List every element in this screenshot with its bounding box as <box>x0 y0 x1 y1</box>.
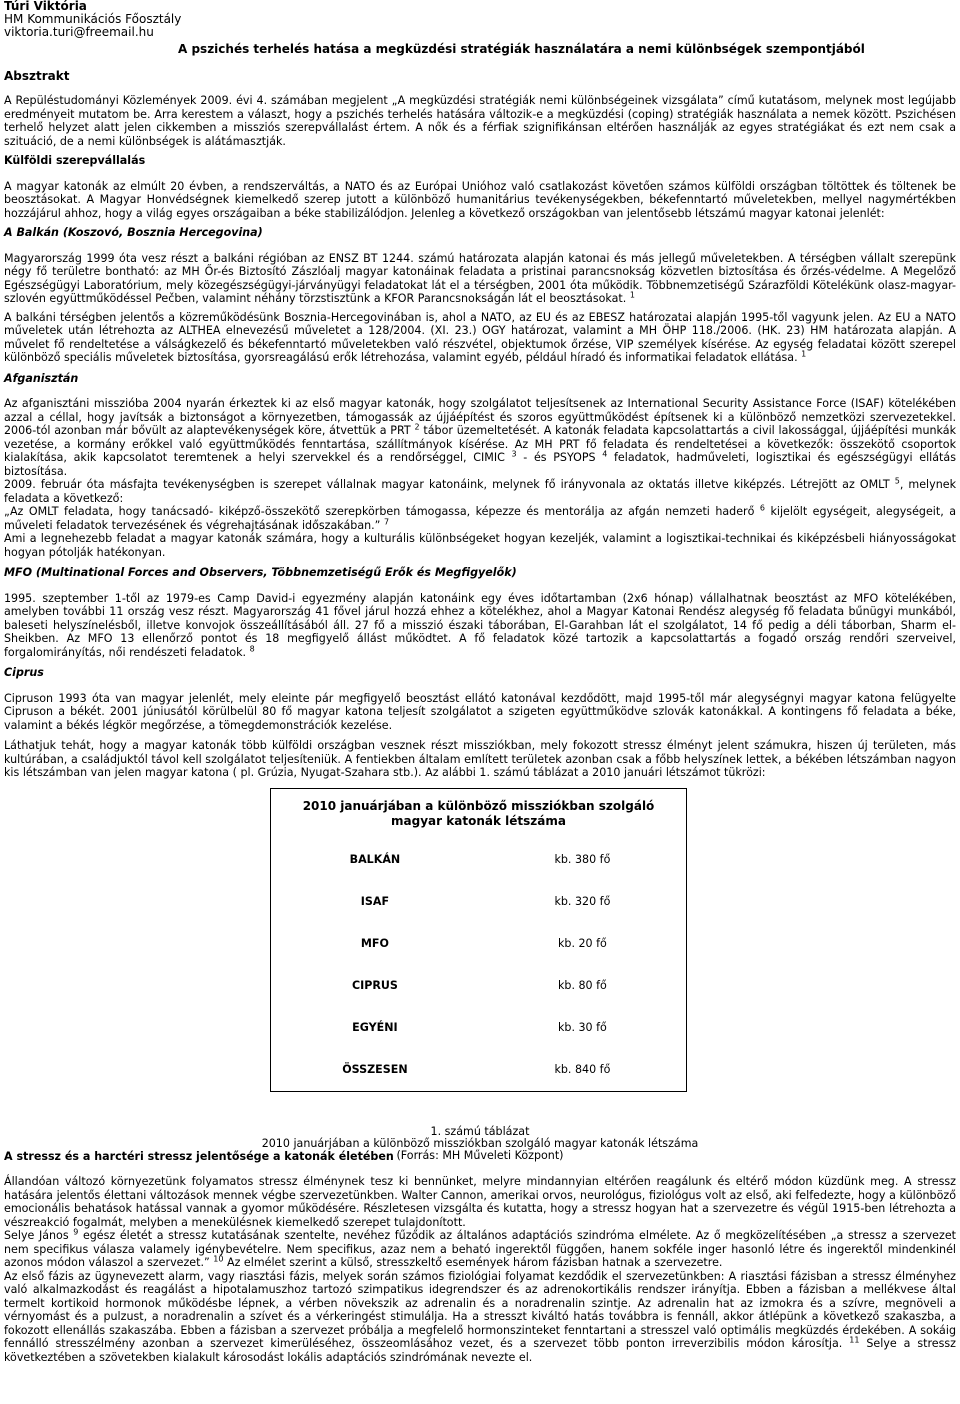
author-email: viktoria.turi@freemail.hu <box>4 25 154 39</box>
table-caption: 2010 januárjában a különböző missziókban szolgáló magyar katonák létszáma <box>302 798 655 828</box>
paragraph-text: 1995. szeptember 1-től az 1979-es Camp David-i egyezmény alapján katonáink egy éves időtartamban (2x6 hónap) vállalhatnak beosztást az MFO kötelékében, amelyben további 11 ország vesz részt. Magyarország 41 fővel járul hozzá ehhez a kötelékhez, ahol a Magyar Katonai Rendész alegység fő feladata bűnügyi munkából, baleseti helyszínelésből, illetve konvojok összeállításából áll. 27 fő a misszió északi táborában, El-Garahban lát el szolgálatot, 14 fő pedig a déli táborban, Sharm el-Sheikben. Az MFO 13 ellenőrző pontot és 18 megfigyelő állást működtet. A fő feladatok közé tartozik a kapcsolattartás a fogadó ország rendőri szerveivel, forgalomirányítás, női rendészeti feladatok. <box>4 591 956 659</box>
paragraph-balkan-2 <box>4 311 956 365</box>
footnote-marker: 11 <box>849 1335 860 1345</box>
paragraph-afg-2 <box>4 478 956 505</box>
table-number: 1. számú táblázat <box>430 1124 530 1138</box>
table-cell-label: EGYÉNI <box>352 1020 398 1034</box>
table-row <box>271 923 686 965</box>
footnote-marker: 9 <box>73 1227 79 1237</box>
table-cell-label: ISAF <box>360 894 390 908</box>
paragraph-text: tábor üzemeltetését. A katonák feladata kapcsolattartás a civil lakossággal, újjáépítési munkák vezetése, a kormány erőkkel való együttműködés fenntartása, szállítmányok kísérése. Az MH PRT fő feladata és rendeltetései a következők: összekötő csoportok kialakítása, akik kapcsolatot teremtenek a helyi szervekkel és a rendőrséggel, CIMIC <box>4 424 957 464</box>
author-name: Túri Viktória <box>4 0 87 13</box>
table-row <box>271 965 686 1007</box>
paragraph-balkan-1 <box>4 252 956 306</box>
paragraph-afg-3 <box>4 505 956 532</box>
paragraph-afg-4: Ami a legnehezebb feladat a magyar katonák számára, hogy a kulturális különbségeket hogyan kezeljék, valamint a logisztikai-technikai és kiképzésbeli hiányosságokat hogyan pótolják hatékonyan. <box>4 532 956 559</box>
table-cell-label: MFO <box>360 936 389 950</box>
paragraph-text: - és PSYOPS <box>523 451 596 464</box>
paragraph-ciprus-1: Cipruson 1993 óta van magyar jelenlét, mely eleinte pár megfigyelő beosztást ellátó katonával kezdődött, majd 1995-től már alegységnyi magyar katona felügyelte Cipruson a békét. 2001 júniusától körülbelül 80 fő magyar katona teljesít szolgálatot a szigeten együttműködve szlovák katonákkal. A kontingens fő feladata a béke, valamint a békés légkör megőrzése, a tömegdemonstrációk kezelése. <box>4 691 956 732</box>
paragraph-kulfoldi: A magyar katonák az elmúlt 20 évben, a rendszerváltás, a NATO és az Európai Unióhoz való csatlakozást követően számos külföldi országban töltöttek és töltenek be beosztásokat. A Magyar Honvédségnek kiemelkedő szerep jutott a különböző humanitárius tevékenységekben, békefenntartó műveletekben, mellyel nagymértékben hozzájárul ahhoz, hogy a világ egyes országaiban a béke stabilizálódjon. Jelenleg a következő országokban van jelentősebb létszámú magyar katonai jelenlét: <box>4 179 956 220</box>
footnote-marker: 8 <box>249 643 255 653</box>
paragraph-text: Az elmélet szerint a külső, stresszkeltő események három fázisban hatnak a szervezetre. <box>226 1256 723 1269</box>
staff-table <box>270 788 687 1092</box>
table-row <box>271 881 686 923</box>
paragraph-text: Magyarország 1999 óta vesz részt a balkáni régióban az ENSZ BT 1244. számú határozata alapján katonai és más jellegű műveletekben. A térségben vállalt szerepünk négy fő területre bontható: az MH Őr-és Biztosító Zászlóalj magyar katonáinak feladata a pristinai parancsnokság közvetlen biztosítása és őrzés-védelme. A Megelőző Egészségügyi Laboratórium, mely közegészségügyi-járványügyi feladatokat lát el a térségben, 2001 óta működik. Többnemzetiségű Szárazföldi Kötelékünk olasz-magyar-szlovén együttműködéssel Pečben, valamint néhány törzstisztünk a KFOR Parancsnokságán lát el beosztásokat. <box>4 251 956 305</box>
paragraph-text: Selye János <box>4 1229 69 1242</box>
footnote-marker: 1 <box>629 290 635 300</box>
footnote-marker: 5 <box>894 476 900 486</box>
table-cell-label: ÖSSZESEN <box>342 1062 408 1076</box>
table-title: 2010 januárjában a különböző missziókban szolgáló magyar katonák létszáma <box>261 1136 699 1150</box>
section-heading-balkan: A Balkán (Koszovó, Bosznia Hercegovina) <box>4 226 263 239</box>
table-note <box>4 1126 956 1163</box>
table-row <box>271 839 686 881</box>
header <box>4 0 956 83</box>
paragraph-text: kijelölt egységeit, alegységeit, a műveleti feladatok tervezésének és végrehajtásának időszakában.” <box>4 505 957 532</box>
paragraph-stress-2 <box>4 1229 956 1270</box>
section-heading-afganisztan: Afganisztán <box>4 371 79 385</box>
footnote-marker: 3 <box>511 449 517 459</box>
footnote-marker: 4 <box>602 449 608 459</box>
footnote-marker: 2 <box>414 422 420 432</box>
paragraph-text: Selye a stressz következtében a szövetekben kialakult károsodást lokális adaptációs szindrómának nevezte el. <box>4 1337 956 1364</box>
table-source: (Forrás: MH Műveleti Központ) <box>396 1149 564 1163</box>
table-cell-value: kb. 80 fő <box>557 978 607 992</box>
section-heading-mfo: MFO (Multinational Forces and Observers, Többnemzetiségű Erők és Megfigyelők) <box>4 566 517 579</box>
paragraph-mfo <box>4 592 956 660</box>
paragraph-ciprus-2: Láthatjuk tehát, hogy a magyar katonák több külföldi országban vesznek részt missziókban, mely fokozott stressz élményt jelent számukra, hiszen új területen, más kultúrában, a családjuktól távol kell szolgálatot teljesíteniük. A fentiekben általam említett területek azonban csak a főbb helyszínek lettek, a békében létszámban nagyon kis létszámban van jelen magyar katona ( pl. Grúzia, Nyugat-Szahara stb.). Az alábbi 1. számú táblázat a 2010 januári létszámot tükrözi: <box>4 739 956 779</box>
abstract-label: Absztrakt <box>4 69 70 83</box>
footnote-marker: 6 <box>759 503 765 513</box>
paragraph-text: egész életét a stressz kutatásának szentelte, nevéhez fűződik az általános adaptációs szindróma elmélete. Az ő megközelítésében „a stressz a szervezet nem specifikus válasza valamely igénybevételre. Nem specifikus, azaz nem a beható ingerektől függően, hanem sokféle inger hasonló létre és ingerektől mindenkinél azonos módon válaszol a szervezet.” <box>4 1229 956 1269</box>
paragraph-text: A balkáni térségben jelentős a közreműködésünk Bosznia-Hercegovinában is, ahol a NATO, az EU és az EBESZ határozatai alapján 1995-től vagyunk jelen. Az EU a NATO műveletek után létrehozta az ALTHEA elnevezésű műveletet a 128/2004. (XI. 23.) OGY határozat, valamint a MH ÖHP 118./2006. (HK. 23) HM határozata alapján. A művelet fő rendeltetése a válságkezelő és békefenntartó műveletekben való részvétel, objektumok őrzése, VIP személyek kísérése. Az egység feladatai között szerepel különböző speciális műveletek biztosítása, gyorsreagálású erők létrehozása, valamint egyéb, például híradó és informatikai feladatok ellátása. <box>4 310 956 364</box>
paragraph-text: „Az OMLT feladata, hogy tanácsadó- kiképző-összekötő szerepkörben támogassa, képezze és mentorálja az afgán nemzeti haderő <box>4 505 755 518</box>
footnote-marker: 7 <box>383 516 390 526</box>
table-row <box>271 1007 686 1049</box>
table-cell-label: BALKÁN <box>349 852 401 866</box>
section-heading-kulfoldi: Külföldi szerepvállalás <box>4 154 146 167</box>
table-cell-value: kb. 320 fő <box>554 894 611 908</box>
section-heading-stressz: A stressz és a harctéri stressz jelentősége a katonák életében <box>4 1149 394 1163</box>
abstract-text: A Repüléstudományi Közlemények 2009. évi 4. számában megjelent „A megküzdési stratégiák nemi különbségeinek vizsgálata” című kutatásom, melynek most legújabb eredményeit mutatom be. Arra kerestem a választ, hogy a pszichés terhelés hatására változik-e a megküzdési (coping) stratégiák használata a nemek között. Pszichésen terhelő helyzet alatt jelen cikkemben a missziós szerepvállalást értem. A nők és a férfiak szignifikánsan eltérően használják az egyes stratégiákat és ezt nem csak a szituáció, de a nemi különbségek is alátámasztják. <box>4 94 956 148</box>
paragraph-text: Az afganisztáni misszióba 2004 nyarán érkeztek ki az első magyar katonák, hogy szolgálatot teljesítsenek az International Security Assistance Force (ISAF) kötelékében azzal a céllal, hogy javítsák a biztonságot a környezetben, támogassák az újjáépítést és szoros együttműködést építsenek ki a különböző nemzetközi szervezetekkel. 2006-tól azonban már bővült az alaptevékenységek köre, átvettük a PRT <box>4 397 956 437</box>
paragraph-stress-1: Állandóan változó környezetünk folyamatos stressz élménynek tesz ki bennünket, melyre mindannyian eltérően reagálunk és eltérő módon küzdünk meg. A stressz hatására jelentős élettani változások mennek végbe szervezetünkben. Walter Cannon, amerikai orvos, neurológus, fiziológus volt az első, aki felfedezte, hogy a különböző emocionális behatások hatással vannak a gyomor működésére. Részletesen vizsgálta és kutatta, hogy a stressz hogyan hat a szervezetre és végül 1915-ben létrehozta a vészreakció fogalmát, melyben a menekülésnek kiemelkedő szerepet tulajdonított. <box>4 1175 956 1229</box>
table-cell-value: kb. 20 fő <box>557 936 607 950</box>
paragraph-text: feladatok, hadműveleti, logisztikai és egészségügyi ellátás biztosítása. <box>4 451 956 478</box>
paragraph-stress-3 <box>4 1270 956 1365</box>
table-cell-value: kb. 30 fő <box>557 1020 607 1034</box>
table-cell-label: CIPRUS <box>351 978 398 992</box>
table-cell-value: kb. 840 fő <box>554 1062 611 1076</box>
paragraph-text: Az első fázis az ügynevezett alarm, vagy riasztási fázis, melyek során számos fiziológiai folyamat kezdődik el szervezetünkben: A riasztási fázisban a stressz élményhez való alkalmazkodást és reagálást a hipotalamuszhoz tartozó szimpatikus idegrendszer és az adrenokortikális rendszer irányítja. Ebben a fázisban a mellékvese által termelt kortikoid hormonok működésbe lépnek, a vérben növekszik az adrenalin és a noradrenalin szintje. Az adrenalin hat az izmokra és a szívre, megnöveli a vérnyomást és a pulzust, a noradrenalin a szívet és a vérkeringést stimulálja. Ha a stresszt kiváltó hatás továbbra is fennáll, akkor átlépünk a következő szakaszba, a fokozott ellenállás szakaszába. Ebben a fázisban a szervezet próbálja a megfelelő hormonszinteket fenntartani a stresszel való optimális megküzdés érdekében. A sokáig fennálló stresszélmény azonban a szervezet kimerüléséhez, összeomlásához vezet, és a szervezet több ponton irreverzibilis módon károsítja. <box>4 1269 956 1350</box>
footnote-marker: 1 <box>801 349 807 359</box>
article-title: A pszichés terhelés hatása a megküzdési stratégiák használatára a nemi különbségek szempontjából <box>178 42 865 56</box>
table-cell-value: kb. 380 fő <box>554 852 611 866</box>
table-row <box>271 1049 686 1091</box>
author-org: HM Kommunikációs Főosztály <box>4 12 182 26</box>
section-heading-ciprus: Ciprus <box>4 666 44 679</box>
paragraph-text: 2009. február óta másfajta tevékenységben is szerepet vállalnak magyar katonáink, melynek fő irányvonala az oktatás illetve kiképzés. Létrejött az OMLT <box>4 478 890 491</box>
paragraph-text: , melynek feladata a következő: <box>4 478 956 505</box>
paragraph-afg-1 <box>4 397 956 478</box>
footnote-marker: 10 <box>213 1254 224 1264</box>
